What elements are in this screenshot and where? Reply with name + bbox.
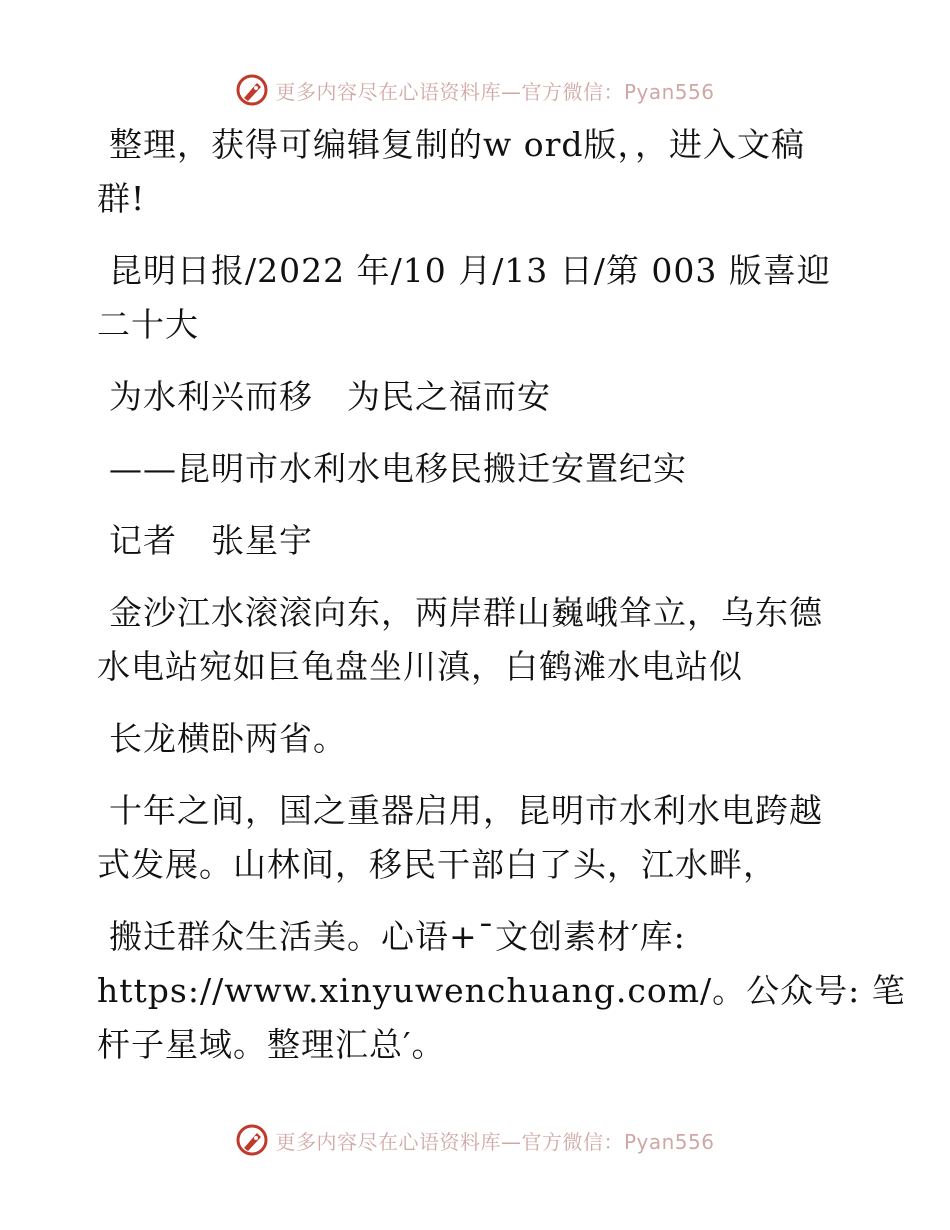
paragraph-line: 十年之间，国之重器启用，昆明市水利水电跨越 — [109, 791, 823, 830]
source-line: 昆明日报/2022 年/10 月/13 日/第 003 版喜迎 — [109, 251, 831, 290]
article-headline: 为水利兴而移 为民之福而安 — [109, 377, 551, 416]
source-line: 二十大 — [97, 305, 199, 344]
intro-line: 整理，获得可编辑复制的w ord版，，进入文稿 — [109, 125, 806, 164]
paragraph-line: https://www.xinyuwenchuang.com/。公众号: 笔 — [97, 971, 906, 1010]
watermark-text: 更多内容尽在心语资料库—官方微信：Pyan556 — [275, 79, 715, 104]
document-body — [97, 118, 906, 1072]
pen-nib-logo-icon — [235, 73, 269, 107]
intro-line: 群! — [97, 179, 146, 218]
paragraph-line: 式发展。山林间，移民干部白了头，江水畔， — [97, 845, 777, 884]
paragraph-line: 长龙横卧两省。 — [109, 719, 347, 758]
paragraph-line: 杆子星域。整理汇总′。 — [97, 1025, 446, 1064]
footer-watermark-banner — [0, 1120, 950, 1160]
pen-nib-logo-icon — [235, 1123, 269, 1157]
header-watermark-banner — [0, 70, 950, 110]
watermark-text: 更多内容尽在心语资料库—官方微信：Pyan556 — [275, 1129, 715, 1154]
article-byline: 记者 张星宇 — [109, 521, 313, 560]
paragraph-line: 金沙江水滚滚向东，两岸群山巍峨耸立，乌东德 — [109, 593, 823, 632]
article-subheadline: ——昆明市水利水电移民搬迁安置纪实 — [109, 449, 687, 488]
paragraph-line: 搬迁群众生活美。心语+¯文创素材′库: — [109, 917, 686, 956]
paragraph-line: 水电站宛如巨龟盘坐川滇，白鹤滩水电站似 — [97, 647, 743, 686]
